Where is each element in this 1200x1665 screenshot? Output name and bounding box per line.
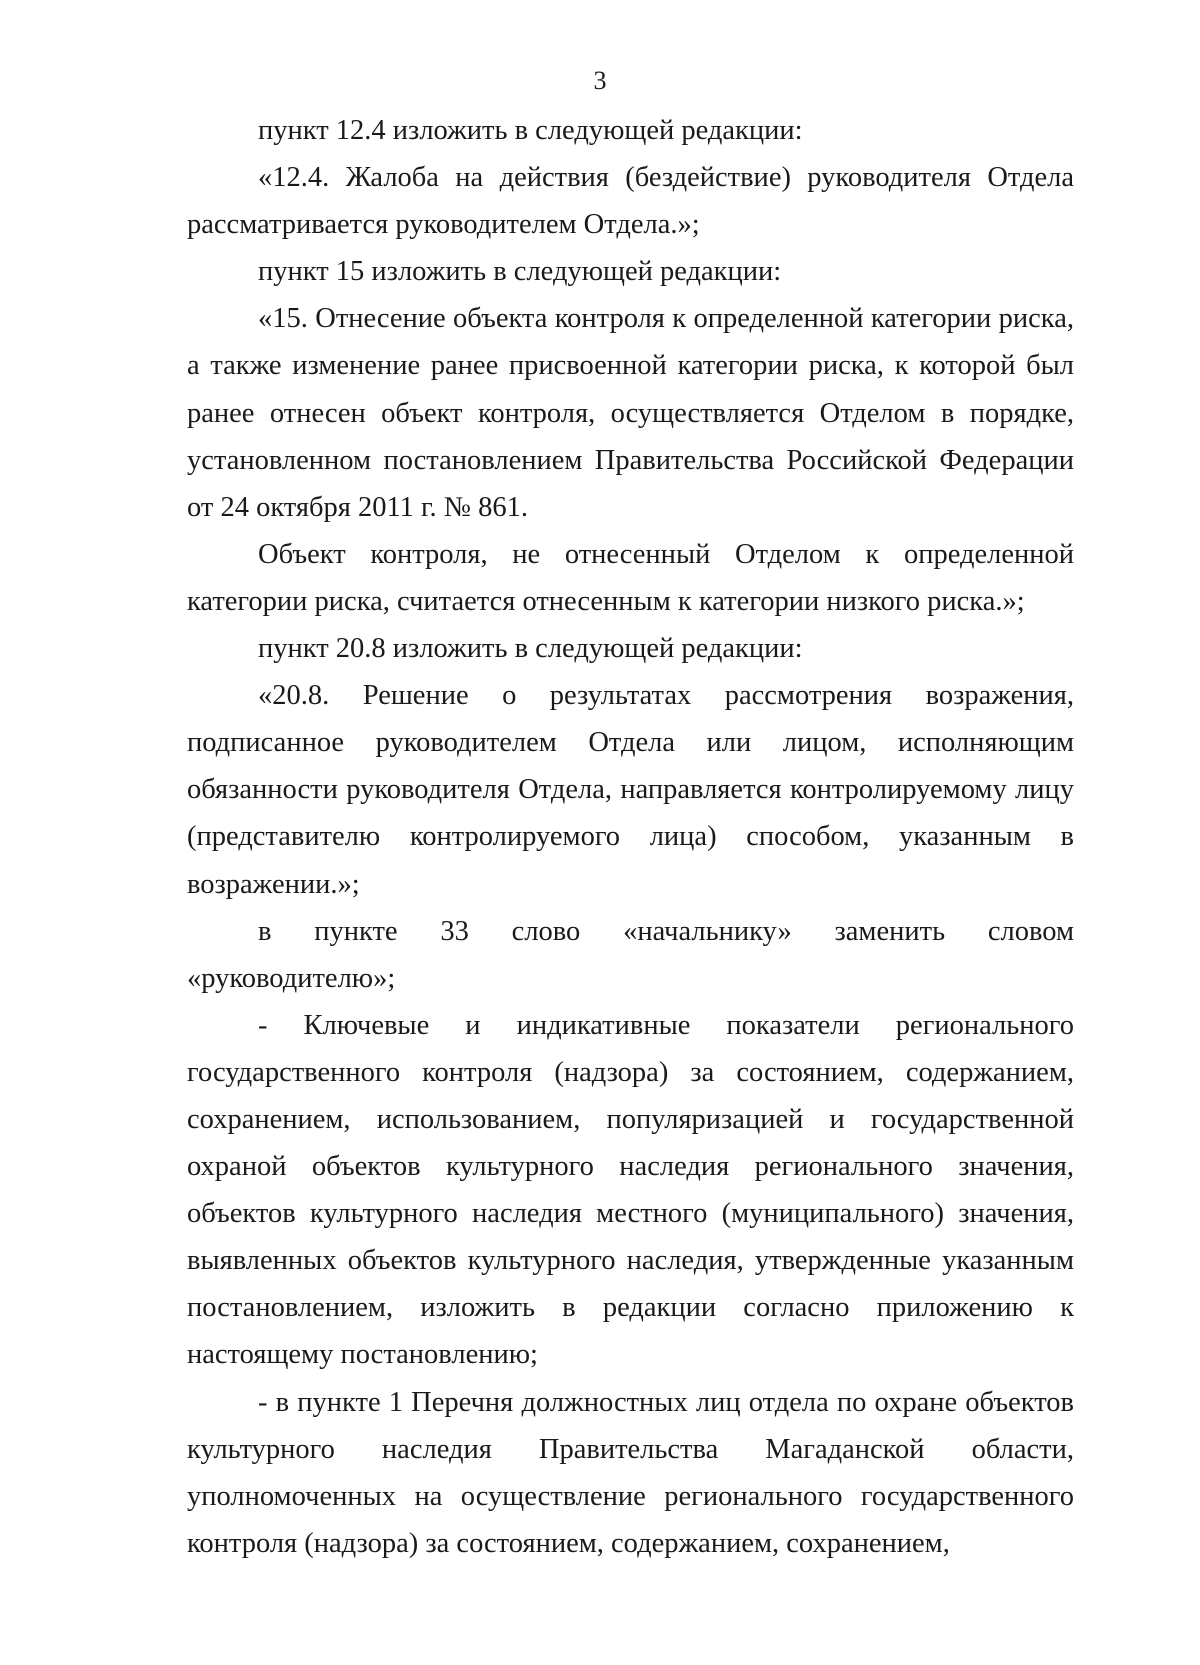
paragraph-key-indicators: - Ключевые и индикативные показатели регионального государственного контроля (надзора) за состоянием, содержанием, сохранением, использованием, популяризацией и государственной охраной объектов культурного наследия регионального значения, объектов культурного наследия местного (муниципального) значения, выявленных объектов культурного наследия, утвержденные указанным постановлением, изложить в редакции согласно приложению к настоящему постановлению;: [187, 1009, 1074, 1371]
paragraph-officials-list: - в пункте 1 Перечня должностных лиц отдела по охране объектов культурного наследия Правительства Магаданской области, уполномоченных на осуществление регионального государственного контроля (надзора) за состоянием, содержанием, сохранением,: [187, 1386, 1074, 1559]
paragraph-amend-15-intro: пункт 15 изложить в следующей редакции:: [258, 256, 782, 288]
paragraph-15-low-risk: Объект контроля, не отнесенный Отделом к определенной категории риска, считается отнесенным к категории низкого риска.»;: [187, 538, 1074, 617]
paragraph-amend-12-4-intro: пункт 12.4 изложить в следующей редакции:: [258, 115, 803, 146]
paragraph-20-8-text: «20.8. Решение о результатах рассмотрения возражения, подписанное руководителем Отдела или лицом, исполняющим обязанности руководителя Отдела, направляется контролируемому лицу (представителю контролируемого лица) способом, указанным в возражении.»;: [187, 680, 1074, 900]
paragraph-amend-33: в пункте 33 слово «начальнику» заменить словом «руководителю»;: [187, 915, 1074, 994]
document-body: [187, 107, 1074, 1567]
paragraph-15-text: «15. Отнесение объекта контроля к определенной категории риска, а также изменение ранее присвоенной категории риска, к которой был ранее отнесен объект контроля, осуществляется Отделом в порядке, установленном постановлением Правительства Российской Федерации от 24 октября 2011 г. № 861.: [187, 303, 1074, 523]
page-number: 3: [593, 66, 607, 95]
paragraph-amend-20-8-intro: пункт 20.8 изложить в следующей редакции:: [258, 633, 803, 665]
paragraph-12-4-text: «12.4. Жалоба на действия (бездействие) руководителя Отдела рассматривается руководителем Отдела.»;: [187, 162, 1074, 241]
